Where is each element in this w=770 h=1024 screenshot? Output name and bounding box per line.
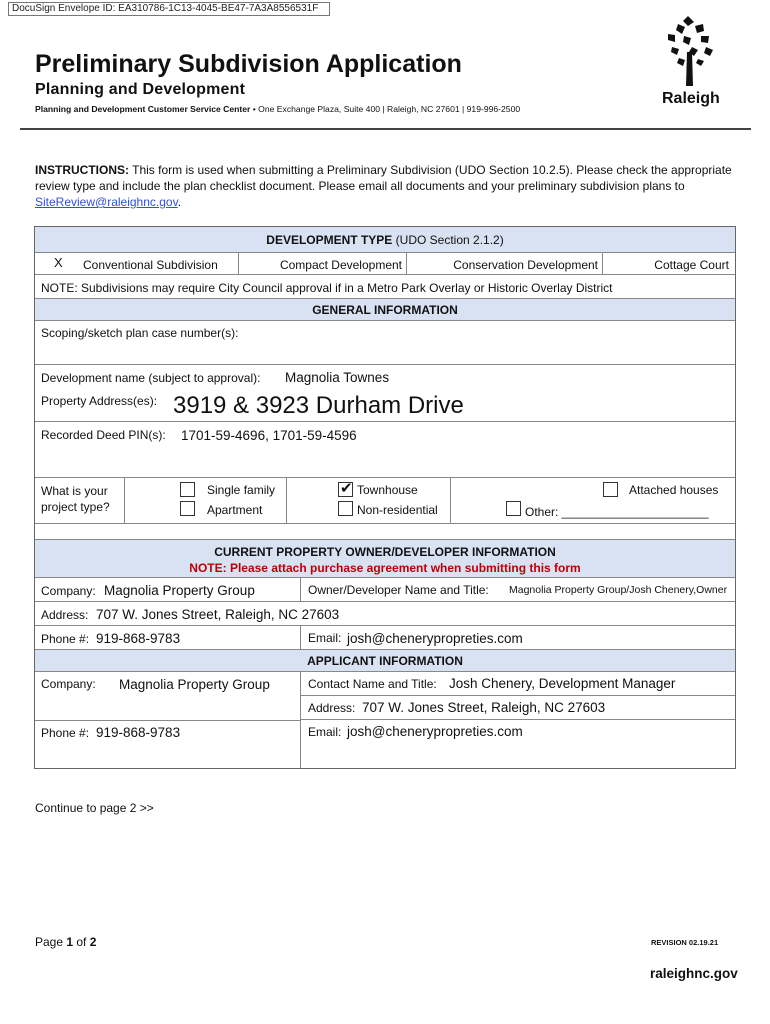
owner-address-label: Address: [41, 608, 89, 622]
nonresidential-checkbox[interactable] [338, 501, 353, 516]
owner-name-label: Owner/Developer Name and Title: [308, 583, 489, 597]
owner-address-row[interactable] [35, 602, 735, 626]
development-name-value: Magnolia Townes [285, 370, 390, 385]
nonresidential-label: Non-residential [357, 503, 438, 517]
development-type-ref: (UDO Section 2.1.2) [392, 233, 504, 247]
owner-phone-value: 919-868-9783 [96, 631, 181, 646]
applicant-address-value: 707 W. Jones Street, Raleigh, NC 27603 [362, 700, 606, 715]
applicant-contact-label: Contact Name and Title: [308, 677, 437, 691]
owner-company-row [35, 578, 735, 602]
applicant-phone-label: Phone #: [41, 726, 90, 740]
section-spacer [35, 524, 735, 540]
property-address-value: 3919 & 3923 Durham Drive [173, 392, 464, 419]
other-label[interactable]: Other: ______________________ [525, 505, 709, 519]
instructions-lead: INSTRUCTIONS: [35, 163, 129, 177]
site-url: raleighnc.gov [650, 966, 738, 981]
oak-tree-icon [662, 14, 718, 88]
service-center-contact: • One Exchange Plaza, Suite 400 | Raleigh, NC 27601 | 919-996-2500 [250, 104, 521, 114]
development-name-row[interactable] [35, 365, 735, 385]
logo-text: Raleigh [662, 90, 720, 107]
option-cottage-court[interactable] [603, 253, 735, 274]
attached-houses-checkbox[interactable] [603, 482, 618, 497]
owner-company-cell[interactable] [35, 578, 301, 601]
owner-name-value: Magnolia Property Group/Josh Chenery,Owner [509, 584, 728, 596]
property-address-label: Property Address(es): [41, 394, 158, 408]
applicant-phone-cell[interactable] [35, 720, 300, 768]
check-mark-icon: ✔ [340, 479, 353, 497]
attached-houses-label: Attached houses [629, 483, 719, 497]
townhouse-checkbox[interactable] [338, 479, 353, 497]
instructions-tail: . [177, 195, 182, 209]
option-label: Cottage Court [654, 258, 729, 272]
option-compact-development[interactable] [239, 253, 407, 274]
owner-contact-row [35, 626, 735, 650]
page-total: 2 [89, 935, 97, 949]
application-form [34, 226, 736, 769]
page-title: Preliminary Subdivision Application [35, 50, 462, 78]
owner-info-header [35, 540, 735, 578]
applicant-company-label: Company: [41, 677, 96, 691]
applicant-company-value: Magnolia Property Group [119, 677, 270, 692]
service-center-name: Planning and Development Customer Service Center [35, 104, 251, 114]
development-type-header [35, 227, 735, 253]
site-review-email-link[interactable]: SiteReview@raleighnc.gov [35, 195, 178, 209]
applicant-company-cell[interactable] [35, 672, 301, 720]
development-type-title: DEVELOPMENT TYPE [266, 233, 393, 247]
deed-pin-value: 1701-59-4696, 1701-59-4596 [181, 428, 357, 443]
applicant-address-label: Address: [308, 701, 356, 715]
project-type-row [35, 478, 735, 524]
option-conventional-subdivision[interactable] [35, 253, 239, 274]
owner-email-value: josh@chenerypropreties.com [347, 631, 523, 646]
applicant-block [35, 672, 735, 768]
option-label: Conservation Development [453, 258, 598, 272]
single-family-checkbox[interactable] [180, 482, 195, 497]
applicant-phone-value: 919-868-9783 [96, 725, 181, 740]
applicant-left-col [35, 672, 301, 768]
deed-pin-label: Recorded Deed PIN(s): [41, 428, 166, 442]
page-of: of [73, 935, 90, 949]
option-conservation-development[interactable] [407, 253, 603, 274]
project-type-col-1 [125, 478, 287, 523]
continue-to-page-2: Continue to page 2 >> [35, 801, 154, 815]
other-checkbox[interactable] [506, 501, 521, 516]
page-subtitle: Planning and Development [35, 81, 246, 98]
owner-phone-label: Phone #: [41, 632, 90, 646]
option-label: Conventional Subdivision [83, 258, 218, 272]
raleigh-logo [658, 14, 720, 110]
scoping-label: Scoping/sketch plan case number(s): [41, 326, 239, 340]
instructions [35, 162, 735, 210]
owner-info-title: CURRENT PROPERTY OWNER/DEVELOPER INFORMATION [214, 545, 556, 559]
owner-info-note: NOTE: Please attach purchase agreement when submitting this form [189, 561, 581, 575]
service-center-info [35, 104, 520, 114]
owner-phone-cell[interactable] [35, 626, 301, 649]
option-label: Compact Development [279, 258, 402, 272]
applicant-address-cell[interactable] [301, 696, 735, 720]
owner-company-label: Company: [41, 584, 96, 598]
docusign-envelope-id: DocuSign Envelope ID: EA310786-1C13-4045-BE47-7A3A8556531F [8, 2, 330, 16]
development-type-options [35, 253, 735, 275]
owner-email-cell[interactable] [301, 626, 735, 649]
page-current: 1 [66, 935, 74, 949]
applicant-email-value: josh@chenerypropreties.com [347, 724, 523, 739]
applicant-contact-cell[interactable] [301, 672, 735, 696]
instructions-text: This form is used when submitting a Preliminary Subdivision (UDO Section 10.2.5). Please check the appropriate review type and include the plan checklist document. Please email all documents and your preliminary subdivision plans to [35, 163, 732, 193]
applicant-email-label: Email: [308, 725, 342, 739]
option-conventional-mark: X [54, 255, 63, 270]
applicant-email-cell[interactable] [301, 720, 735, 744]
applicant-info-header: APPLICANT INFORMATION [35, 650, 735, 672]
single-family-label: Single family [207, 483, 276, 497]
project-type-label: What is your project type? [41, 484, 110, 514]
deed-pin-row[interactable] [35, 422, 735, 478]
project-type-col-3 [451, 478, 735, 523]
general-info-header: GENERAL INFORMATION [35, 299, 735, 321]
header-divider [20, 128, 751, 130]
owner-name-cell[interactable] [301, 578, 735, 601]
project-type-label-cell [35, 478, 125, 523]
page-number [35, 935, 96, 949]
revision-date: REVISION 02.19.21 [651, 938, 719, 947]
project-type-col-2 [287, 478, 451, 523]
development-name-label: Development name (subject to approval): [41, 371, 261, 385]
apartment-label: Apartment [207, 503, 263, 517]
apartment-checkbox[interactable] [180, 501, 195, 516]
property-address-row[interactable] [35, 385, 735, 422]
townhouse-label: Townhouse [357, 483, 418, 497]
owner-address-value: 707 W. Jones Street, Raleigh, NC 27603 [96, 607, 340, 622]
development-note: NOTE: Subdivisions may require City Council approval if in a Metro Park Overlay or Historic Overlay District [41, 281, 613, 295]
applicant-contact-value: Josh Chenery, Development Manager [449, 676, 676, 691]
owner-company-value: Magnolia Property Group [104, 583, 255, 598]
scoping-row[interactable] [35, 321, 735, 365]
owner-email-label: Email: [308, 631, 342, 645]
page-prefix: Page [35, 935, 67, 949]
development-note-row [35, 275, 735, 299]
